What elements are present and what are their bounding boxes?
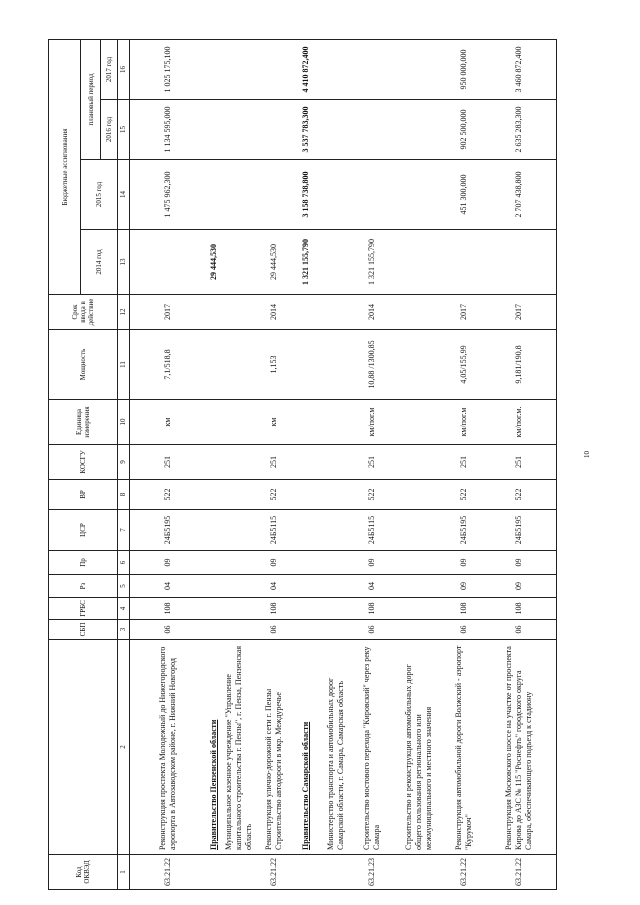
cell-sbp: 06 [482,620,557,640]
cell-y2015 [392,160,447,230]
cell-name: Реконструкция проспекта Молодежный до Нижегородского аэропорта в Автозаводском районе, г. Нижний Новгород [130,640,207,855]
header-year-2015: 2015 год [81,160,118,230]
cell-sbp [392,620,447,640]
cell-y2016: 3 537 783,300 [292,100,320,160]
cell-csr: 24Б5195 [447,510,482,551]
cell-y2014 [320,230,352,295]
cell-grbs: 108 [447,598,482,620]
page-number: 10 [583,451,591,458]
cell-name: Реконструкция улично-дорожной сети г. Пензы Строительство автодороги в мкр. Междуречье [257,640,292,855]
header-rz: Рз [49,575,118,598]
cell-csr: 24Б5195 [482,510,557,551]
column-number-row [118,39,130,889]
cell-okved: 63.21.22 [482,855,557,890]
cell-rz [221,575,257,598]
cell-unit [207,400,221,445]
header-year-2017: 2017 год [101,39,118,99]
cell-csr [392,510,447,551]
cell-y2017: 950 000,000 [447,39,482,99]
cell-y2016 [392,100,447,160]
header-row-top [49,39,81,889]
cell-kosgu: 251 [130,445,207,480]
cell-okved [221,855,257,890]
column-number: 14 [118,160,130,230]
cell-y2014: 29 444,530 [257,230,292,295]
cell-vr: 522 [130,480,207,510]
cell-rz: 04 [257,575,292,598]
cell-vr [292,480,320,510]
cell-y2017: 4 410 872,400 [292,39,320,99]
cell-vr [392,480,447,510]
cell-capacity: 1,153 [257,330,292,400]
cell-vr: 522 [447,480,482,510]
header-capacity: Мощность [49,330,118,400]
cell-commission: 2014 [257,295,292,330]
cell-unit: км [257,400,292,445]
cell-y2016 [320,100,352,160]
cell-y2016 [207,100,221,160]
cell-grbs [221,598,257,620]
cell-kosgu [292,445,320,480]
header-commission: Срок ввода в действие [49,295,118,330]
cell-sbp: 06 [447,620,482,640]
cell-name: Строительство мостового перехода "Кировский" через реку Самара [352,640,392,855]
cell-y2016: 902 500,000 [447,100,482,160]
cell-y2017 [257,39,292,99]
column-number: 5 [118,575,130,598]
column-number: 6 [118,551,130,575]
label-row [320,39,352,889]
cell-y2014 [392,230,447,295]
cell-name: Правительство Пензенской области [207,640,221,855]
cell-y2014: 1 321 155,790 [352,230,392,295]
cell-csr [292,510,320,551]
cell-okved: 63.21.22 [257,855,292,890]
cell-name: Министерство транспорта и автомобильных дорог Самарской области, г. Самара, Самарская область [320,640,352,855]
header-grbs: ГРБС [49,598,118,620]
column-number: 12 [118,295,130,330]
cell-csr: 24Б5115 [257,510,292,551]
cell-vr [320,480,352,510]
column-number: 2 [118,640,130,855]
column-number: 8 [118,480,130,510]
cell-commission [292,295,320,330]
cell-vr: 522 [257,480,292,510]
cell-y2015 [221,160,257,230]
label-row [221,39,257,889]
cell-okved [392,855,447,890]
cell-y2014 [221,230,257,295]
cell-grbs [320,598,352,620]
cell-capacity [392,330,447,400]
cell-okved [207,855,221,890]
header-okved: Код ОКВЭД [49,855,118,890]
header-unit: Единица измерения [49,400,118,445]
cell-y2017 [320,39,352,99]
cell-vr: 522 [482,480,557,510]
cell-unit [292,400,320,445]
org-row [207,39,221,889]
cell-y2016 [352,100,392,160]
cell-name: Муниципальное казенное учреждение "Управление капитального строительства г. Пензы", г. Пенза, Пензенская область [221,640,257,855]
cell-grbs: 108 [352,598,392,620]
column-number: 13 [118,230,130,295]
cell-y2017 [221,39,257,99]
column-number: 11 [118,330,130,400]
cell-y2015 [352,160,392,230]
table-row [257,39,292,889]
budget-table [48,39,557,890]
cell-y2015: 2 707 438,800 [482,160,557,230]
header-kosgu: КОСГУ [49,445,118,480]
cell-pr: 09 [257,551,292,575]
cell-y2017 [392,39,447,99]
cell-y2017 [352,39,392,99]
cell-pr: 09 [482,551,557,575]
cell-csr: 24Б5195 [130,510,207,551]
header-year-2016: 2016 год [101,100,118,160]
column-number: 10 [118,400,130,445]
header-planning-period: плановый период [81,39,101,159]
cell-y2017: 1 025 175,100 [130,39,207,99]
header-name [49,640,118,855]
cell-y2017: 3 460 872,400 [482,39,557,99]
cell-csr [207,510,221,551]
cell-y2015 [257,160,292,230]
cell-grbs [207,598,221,620]
cell-rz: 04 [130,575,207,598]
cell-commission [392,295,447,330]
cell-capacity: 9,181/190,8 [482,330,557,400]
cell-rz: 09 [447,575,482,598]
cell-commission [207,295,221,330]
cell-capacity [292,330,320,400]
cell-y2014: 1 321 155,790 [292,230,320,295]
column-number: 4 [118,598,130,620]
cell-pr: 09 [447,551,482,575]
cell-name: Правительство Самарской области [292,640,320,855]
cell-kosgu [207,445,221,480]
cell-grbs: 108 [482,598,557,620]
cell-y2017 [207,39,221,99]
cell-pr [221,551,257,575]
table-header [49,39,130,889]
cell-pr [392,551,447,575]
table-body [130,39,557,889]
cell-unit: км/пог.м [447,400,482,445]
cell-capacity: 7,1/518,8 [130,330,207,400]
cell-commission: 2017 [482,295,557,330]
cell-y2015 [320,160,352,230]
cell-okved: 63.21.22 [447,855,482,890]
cell-unit [320,400,352,445]
cell-capacity [221,330,257,400]
cell-unit [392,400,447,445]
cell-csr: 24Б5115 [352,510,392,551]
cell-sbp [221,620,257,640]
cell-rz: 09 [482,575,557,598]
cell-unit [221,400,257,445]
header-sbp: СБП [49,620,118,640]
column-number: 1 [118,855,130,890]
cell-unit: км/пог.м [352,400,392,445]
cell-y2015 [207,160,221,230]
cell-pr [292,551,320,575]
cell-rz: 04 [352,575,392,598]
cell-okved [292,855,320,890]
cell-pr: 09 [352,551,392,575]
table-row [130,39,207,889]
cell-unit: км/пог.м. [482,400,557,445]
cell-kosgu [392,445,447,480]
cell-capacity [207,330,221,400]
table-row [447,39,482,889]
cell-y2014 [130,230,207,295]
column-number: 15 [118,100,130,160]
cell-sbp: 06 [352,620,392,640]
cell-commission: 2014 [352,295,392,330]
cell-capacity [320,330,352,400]
cell-rz [207,575,221,598]
cell-pr [207,551,221,575]
cell-commission [221,295,257,330]
cell-sbp [207,620,221,640]
header-pr: Пр [49,551,118,575]
cell-kosgu: 251 [352,445,392,480]
cell-grbs [392,598,447,620]
column-number: 9 [118,445,130,480]
header-vr: ВР [49,480,118,510]
table-row [352,39,392,889]
cell-okved: 63.21.23 [352,855,392,890]
cell-y2016 [257,100,292,160]
cell-okved: 63.21.22 [130,855,207,890]
cell-rz [320,575,352,598]
cell-y2014: 29 444,530 [207,230,221,295]
column-number: 3 [118,620,130,640]
cell-sbp [292,620,320,640]
cell-grbs: 108 [257,598,292,620]
cell-commission: 2017 [447,295,482,330]
cell-sbp [320,620,352,640]
cell-rz [292,575,320,598]
cell-name: Строительство и реконструкция автомобильных дорог общего пользования регионального или межмуниципального и местного значения [392,640,447,855]
cell-y2014 [482,230,557,295]
cell-unit: км [130,400,207,445]
cell-y2016: 1 134 595,000 [130,100,207,160]
header-budget-group: Бюджетные ассигнования [49,39,81,294]
cell-kosgu [320,445,352,480]
table-row [482,39,557,889]
cell-grbs [292,598,320,620]
cell-grbs: 108 [130,598,207,620]
column-number: 7 [118,510,130,551]
cell-y2014 [447,230,482,295]
cell-pr [320,551,352,575]
org-row [292,39,320,889]
cell-commission [320,295,352,330]
cell-sbp: 06 [257,620,292,640]
cell-capacity: 4,05/155,99 [447,330,482,400]
column-number: 16 [118,39,130,99]
cell-vr [207,480,221,510]
cell-sbp: 06 [130,620,207,640]
header-year-2014: 2014 год [81,230,118,295]
cell-y2016 [221,100,257,160]
cell-kosgu: 251 [482,445,557,480]
cell-commission: 2017 [130,295,207,330]
cell-y2016: 2 635 283,300 [482,100,557,160]
cell-rz [392,575,447,598]
cell-kosgu: 251 [447,445,482,480]
cell-pr: 09 [130,551,207,575]
cell-y2015: 451 300,000 [447,160,482,230]
cell-capacity: 10,88 /1300,85 [352,330,392,400]
cell-kosgu [221,445,257,480]
cell-y2015: 3 158 738,800 [292,160,320,230]
cell-name: Реконструкция Московского шоссе на участке от проспекта Кирова до АЗС № 115 "Роснефть" городского округа Самара, обеспечивающего подъезд к стадиону [482,640,557,855]
cell-y2015: 1 475 962,300 [130,160,207,230]
cell-vr: 522 [352,480,392,510]
cell-okved [320,855,352,890]
cell-csr [221,510,257,551]
header-csr: ЦСР [49,510,118,551]
cell-csr [320,510,352,551]
cell-vr [221,480,257,510]
cell-kosgu: 251 [257,445,292,480]
label-row [392,39,447,889]
cell-name: Реконструкция автомобильной дороги Волжский - аэропорт "Курумоч" [447,640,482,855]
